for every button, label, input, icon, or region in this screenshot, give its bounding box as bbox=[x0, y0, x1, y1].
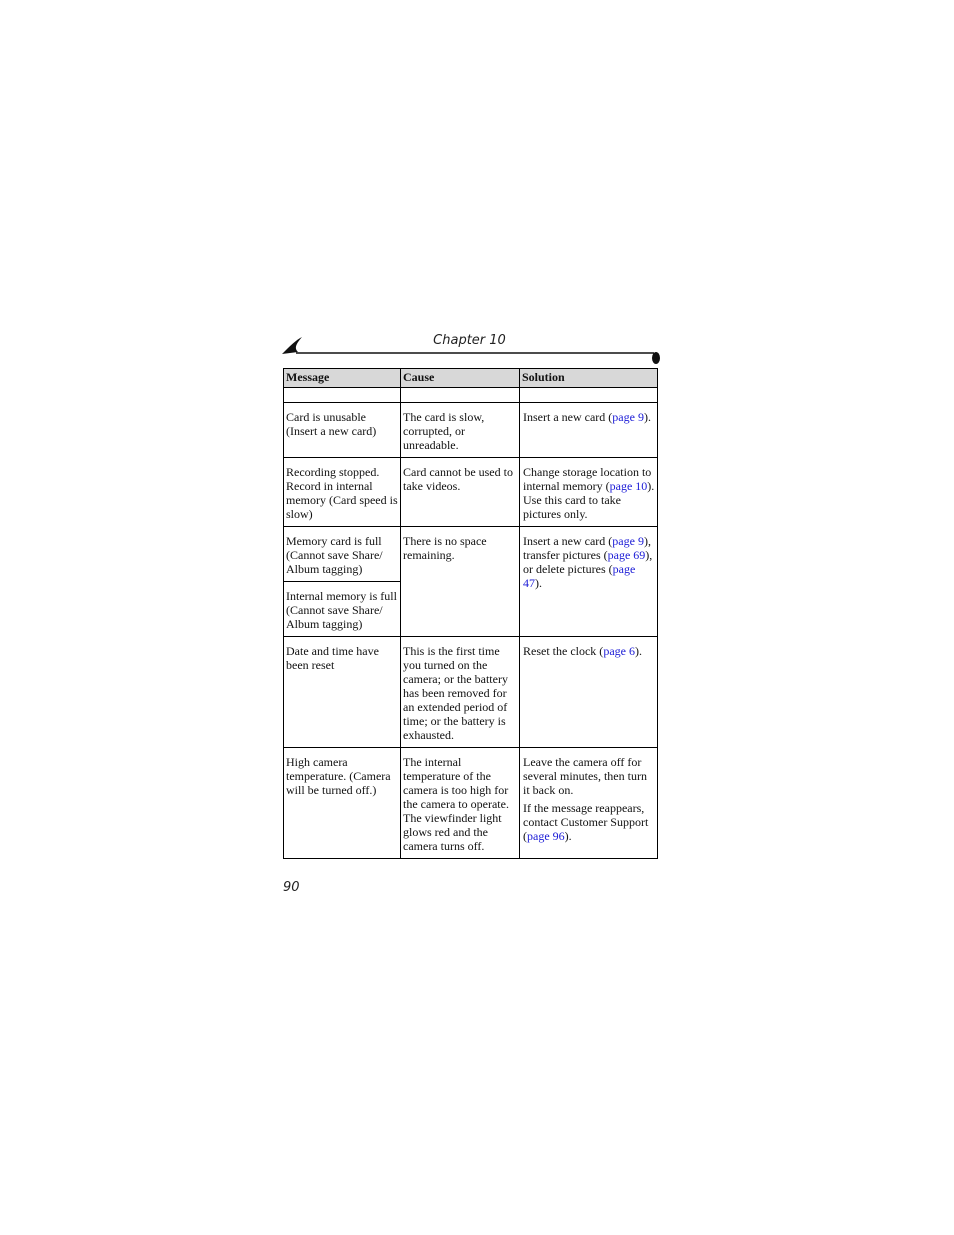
column-header-message: Message bbox=[284, 369, 401, 388]
message-cell: Recording stopped. Record in internal memory (Card speed is slow) bbox=[284, 458, 401, 527]
error-messages-table bbox=[283, 368, 658, 859]
message-cell: Memory card is full (Cannot save Share/ Album tagging) bbox=[284, 527, 401, 582]
message-cell: Internal memory is full (Cannot save Share/ Album tagging) bbox=[284, 582, 401, 637]
column-header-solution: Solution bbox=[520, 369, 658, 388]
cause-cell: Card cannot be used to take videos. bbox=[401, 458, 520, 527]
page-link[interactable]: page 10 bbox=[609, 479, 648, 493]
message-cell: High camera temperature. (Camera will be turned off.) bbox=[284, 748, 401, 859]
table-row bbox=[284, 637, 658, 748]
page-link[interactable]: page 9 bbox=[612, 534, 644, 548]
cause-cell: There is no space remaining. bbox=[401, 527, 520, 637]
cause-cell: This is the first time you turned on the camera; or the battery has been removed for an extended period of time; or the battery is exhausted. bbox=[401, 637, 520, 748]
message-cell: Card is unusable (Insert a new card) bbox=[284, 403, 401, 458]
page-link[interactable]: page 96 bbox=[527, 829, 565, 843]
table-row bbox=[284, 403, 658, 458]
solution-cell: Change storage location to internal memory (page 10). Use this card to take pictures only. bbox=[520, 458, 658, 527]
solution-cell: Reset the clock (page 6). bbox=[520, 637, 658, 748]
page-link[interactable]: page 9 bbox=[612, 410, 644, 424]
solution-cell bbox=[520, 748, 658, 859]
solution-cell: Insert a new card (page 9), transfer pictures (page 69), or delete pictures (page 47). bbox=[520, 527, 658, 637]
header-rule-decoration bbox=[282, 336, 662, 368]
table-row bbox=[284, 527, 658, 582]
solution-paragraph: If the message reappears, contact Customer Support (page 96). bbox=[523, 801, 649, 843]
solution-paragraph: Leave the camera off for several minutes, then turn it back on. bbox=[523, 755, 647, 797]
cause-cell: The card is slow, corrupted, or unreadable. bbox=[401, 403, 520, 458]
page-link[interactable]: page 47 bbox=[523, 562, 636, 590]
page-number: 90 bbox=[283, 880, 300, 895]
message-cell: Date and time have been reset bbox=[284, 637, 401, 748]
header-gap-row bbox=[284, 388, 658, 403]
solution-cell: Insert a new card (page 9). bbox=[520, 403, 658, 458]
table-header-row bbox=[284, 369, 658, 388]
page-link[interactable]: page 6 bbox=[603, 644, 635, 658]
chapter-title: Chapter 10 bbox=[433, 333, 506, 348]
column-header-cause: Cause bbox=[401, 369, 520, 388]
cause-cell: The internal temperature of the camera is too high for the camera to operate. The viewfinder light glows red and the camera turns off. bbox=[401, 748, 520, 859]
table-row bbox=[284, 458, 658, 527]
page-link[interactable]: page 69 bbox=[607, 548, 646, 562]
table-row bbox=[284, 748, 658, 859]
